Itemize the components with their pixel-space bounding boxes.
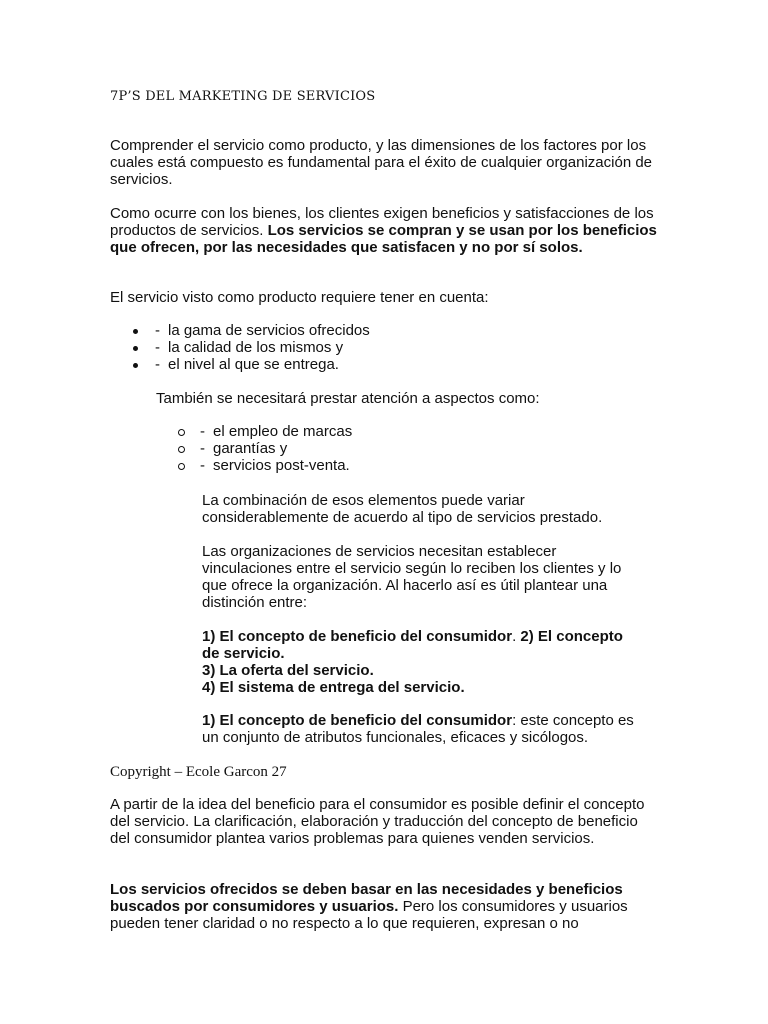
concepts-line-1: 1) El concepto de beneficio del consumidor. 2) El concepto de servicio.	[202, 628, 623, 662]
paragraph-bienes-text: Como ocurre con los bienes, los clientes exigen beneficios y satisfacciones de los productos de servicios.	[110, 205, 654, 239]
circle-bullet-icon	[178, 446, 185, 453]
concepts-line-4: 4) El sistema de entrega del servicio.	[202, 679, 465, 696]
paragraph-bienes-bold: Los servicios se compran y se usan por los beneficios que ofrecen, por las necesidades que satisfacen y no por sí solos.	[110, 222, 657, 256]
circle-bullet-icon	[178, 463, 185, 470]
page-footer: Copyright – Ecole Garcon 27	[110, 764, 287, 780]
paragraph-aspectos: También se necesitará prestar atención a aspectos como:	[156, 390, 540, 407]
bullet-icon	[133, 329, 138, 334]
bullet-icon	[133, 346, 138, 351]
paragraph-vinculaciones: Las organizaciones de servicios necesitan establecer vinculaciones entre el servicio según lo reciben los clientes y lo que ofrece la organización. Al hacerlo así es útil plantear una distinción entre:	[202, 543, 622, 611]
list-item: - el empleo de marcas	[200, 423, 352, 440]
paragraph-beneficio-text: : este concepto es un conjunto de atributos funcionales, eficaces y sicólogos.	[202, 712, 634, 746]
bullet-icon	[133, 363, 138, 368]
paragraph-beneficio-bold: 1) El concepto de beneficio del consumidor	[202, 712, 513, 729]
concepts-line-3: 3) La oferta del servicio.	[202, 662, 374, 679]
list-item: - servicios post-venta.	[200, 457, 352, 474]
paragraph-beneficio	[202, 712, 652, 746]
paragraph-servicios-bold: Los servicios ofrecidos se deben basar en las necesidades y beneficios buscados por consumidores y usuarios.	[110, 881, 623, 915]
bullet-list-producto	[155, 322, 370, 373]
paragraph-producto: El servicio visto como producto requiere tener en cuenta:	[110, 289, 489, 306]
concepts-list	[202, 628, 642, 696]
paragraph-partir: A partir de la idea del beneficio para el consumidor es posible definir el concepto del servicio. La clarificación, elaboración y traducción del concepto de beneficio del consumidor plantea varios problemas para quienes venden servicios.	[110, 796, 645, 847]
circle-bullet-icon	[178, 429, 185, 436]
paragraph-bienes	[110, 205, 660, 256]
list-item: - el nivel al que se entrega.	[155, 356, 370, 373]
document-title: 7P’S DEL MARKETING DE SERVICIOS	[110, 89, 376, 104]
paragraph-intro: Comprender el servicio como producto, y las dimensiones de los factores por los cuales está compuesto es fundamental para el éxito de cualquier organización de servicios.	[110, 137, 653, 188]
list-item: - garantías y	[200, 440, 352, 457]
paragraph-servicios-ofrecidos	[110, 881, 660, 932]
paragraph-servicios-text: Pero los consumidores y usuarios pueden tener claridad o no respecto a lo que requieren, expresan o no	[110, 898, 628, 932]
list-item: - la gama de servicios ofrecidos	[155, 322, 370, 339]
paragraph-combinacion: La combinación de esos elementos puede variar considerablemente de acuerdo al tipo de servicios prestado.	[202, 492, 603, 526]
list-item: - la calidad de los mismos y	[155, 339, 370, 356]
bullet-list-aspectos	[200, 423, 352, 474]
